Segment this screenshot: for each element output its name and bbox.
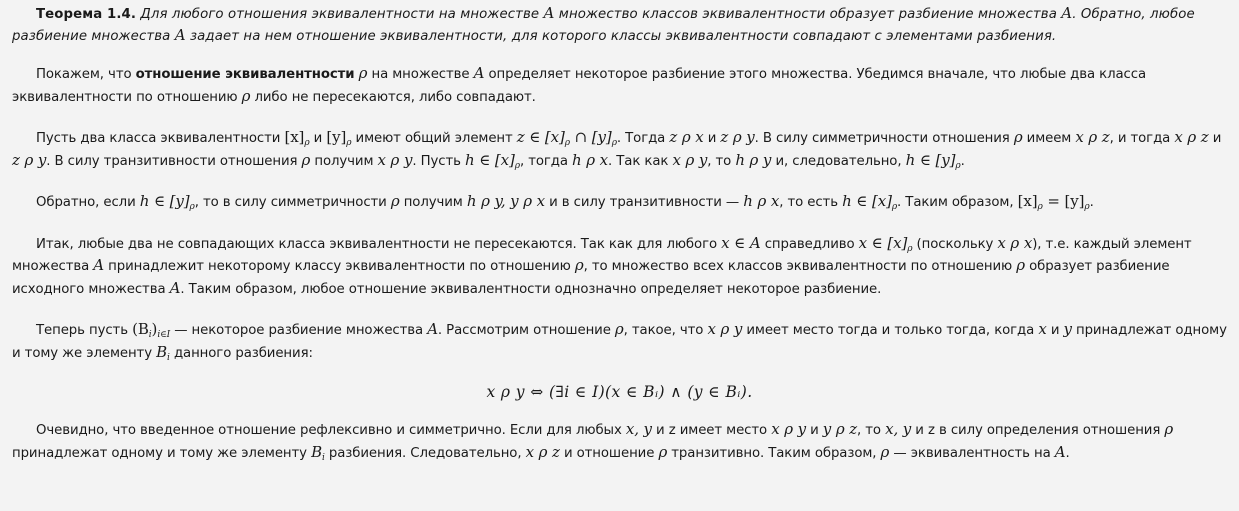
paragraph-4: Итак, любые два не совпадающих класса эквивалентности не пересекаются. Так как для любого x ∈ A справедливо x ∈ $[x]_\rho$ (поскольку x ρ x), т.е. каждый элемент множества A принадлежит некоторому классу эквивалентности по отношению ρ, то множество всех классов эквивалентности по отношению ρ образует разбиение исходного множества A. Таким образом, любое отношение эквивалентности однозначно определяет некоторое разбиение. — [12, 233, 1192, 297]
theorem-label: Теорема 1.4. — [36, 7, 137, 22]
paragraph-6: Очевидно, что введенное отношение рефлексивно и симметрично. Если для любых x, y и z имеет место x ρ y и y ρ z, то x, y и z в силу определения отношения ρ принадлежат одному и тому же элементу $B_i$ разбиения. Следовательно, x ρ z и отношение ρ транзитивно. Таким образом, ρ — эквивалентность на A. — [12, 420, 1174, 463]
paragraph-5: Теперь пусть $(B_i)_{i\in I}$ — некоторое разбиение множества A. Рассмотрим отношение ρ, такое, что x ρ y имеет место тогда и только тогда, когда x и y принадлежат одному и тому же элементу $B_i$ данного разбиения: — [12, 320, 1227, 363]
term-equivalence-relation: отношение эквивалентности — [135, 67, 355, 82]
equivalence-formula: x ρ y ⇔ (∃i ∈ I)(x ∈ Bᵢ) ∧ (y ∈ Bᵢ). — [486, 383, 753, 401]
paragraph-2: Пусть два класса эквивалентности $[x]_\rho$ и $[y]_\rho$ имеют общий элемент z ∈ $[x]_\rho$ ∩ $[y]_\rho$. Тогда z ρ x и z ρ y. В силу симметричности отношения ρ имеем x ρ z, и тогда x ρ z и z ρ y. В силу транзитивности отношения ρ получим x ρ y. Пусть h ∈ $[x]_\rho$, тогда h ρ x. Так как x ρ y, то h ρ y и, следовательно, h ∈ $[y]_\rho$. — [12, 128, 1222, 171]
paragraph-1: Покажем, что отношение эквивалентности ρ на множестве A определяет некоторое разбиение этого множества. Убедимся вначале, что любые два класса эквивалентности по отношению ρ либо не пересекаются, либо совпадают. — [12, 64, 1147, 105]
theorem-1-4: Теорема 1.4. Для любого отношения эквивалентности на множестве A множество классов эквивалентности образует разбиение множества A. Обратно, любое разбиение множества A задает на нем отношение эквивалентности, для которого классы эквивалентности совпадают с элементами разбиения. — [12, 4, 1195, 44]
paragraph-3: Обратно, если h ∈ $[y]_\rho$, то в силу симметричности ρ получим h ρ y, y ρ x и в силу транзитивности — h ρ x, то есть h ∈ $[x]_\rho$. Таким образом, $[x]_\rho = [y]_\rho$. — [36, 192, 1094, 212]
